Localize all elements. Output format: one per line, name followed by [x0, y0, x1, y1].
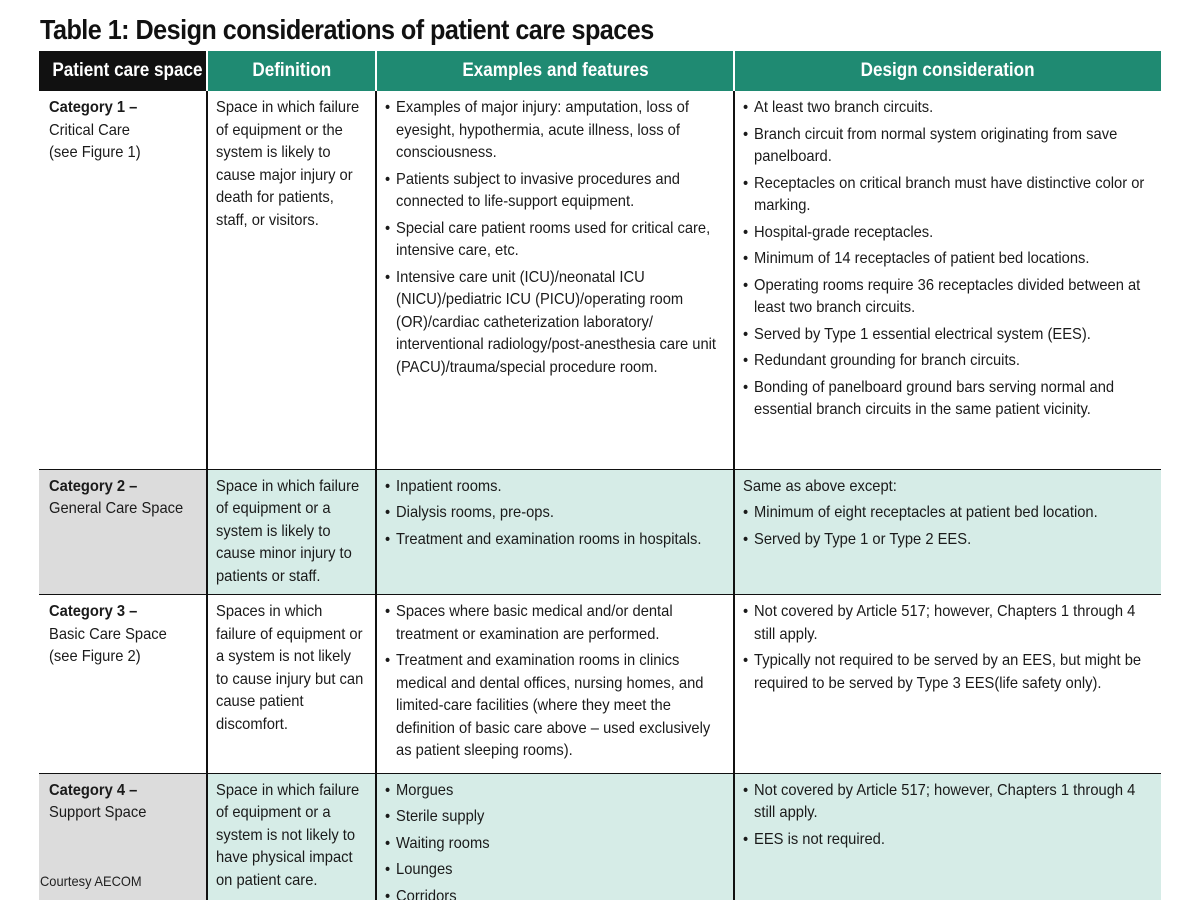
definition-cell: Space in which failure of equipment or a system is likely to cause minor injury to patients or staff. — [207, 469, 376, 595]
list-item: • Not covered by Article 517; however, Chapters 1 through 4 still apply. — [743, 601, 1150, 646]
category-label: Category 2 – — [49, 477, 138, 495]
list-item: • Operating rooms require 36 receptacles divided between at least two branch circuits. — [743, 275, 1150, 320]
list-item: • Examples of major injury: amputation, loss of eyesight, hypothermia, acute illness, loss of consciousness. — [385, 97, 723, 165]
list-item: • EES is not required. — [743, 829, 1150, 852]
table-row — [39, 595, 1161, 774]
patient-care-space-cell — [39, 469, 207, 595]
definition-cell: Space in which failure of equipment or the system is likely to cause major injury or death for patients, staff, or visitors. — [207, 91, 376, 469]
table-header-row — [39, 51, 1161, 91]
list-item: • Minimum of 14 receptacles of patient bed locations. — [743, 248, 1150, 271]
list-item: • Treatment and examination rooms in hospitals. — [385, 529, 723, 552]
design-consideration-cell — [734, 91, 1161, 469]
list-item: • Special care patient rooms used for critical care, intensive care, etc. — [385, 218, 723, 263]
figure-reference: (see Figure 2) — [49, 648, 141, 665]
category-name: General Care Space — [49, 500, 184, 517]
design-consideration-cell — [734, 773, 1161, 900]
category-name: Support Space — [49, 804, 147, 821]
category-label: Category 3 – — [49, 603, 138, 620]
design-considerations-table — [39, 51, 1161, 900]
table-row — [39, 91, 1161, 469]
examples-cell — [376, 773, 734, 900]
category-label: Category 4 – — [49, 781, 138, 799]
header-definition: Definition — [207, 51, 376, 91]
category-name: Critical Care — [49, 121, 130, 139]
list-item: • Lounges — [385, 859, 723, 882]
design-intro: Same as above except: — [743, 477, 897, 495]
list-item: • Inpatient rooms. — [385, 476, 723, 499]
list-item: • Branch circuit from normal system originating from save panelboard. — [743, 124, 1150, 169]
examples-cell — [376, 469, 734, 595]
examples-cell — [376, 595, 734, 774]
list-item: • Receptacles on critical branch must have distinctive color or marking. — [743, 173, 1150, 218]
header-patient-care-space: Patient care space — [39, 51, 207, 91]
list-item: • Morgues — [385, 780, 723, 803]
table-row — [39, 773, 1161, 900]
design-consideration-cell — [734, 595, 1161, 774]
list-item: • Waiting rooms — [385, 833, 723, 856]
list-item: • Not covered by Article 517; however, Chapters 1 through 4 still apply. — [743, 780, 1150, 825]
courtesy-credit: Courtesy AECOM — [40, 873, 142, 889]
category-name: Basic Care Space — [49, 625, 167, 643]
table-row — [39, 469, 1161, 595]
category-label: Category 1 – — [49, 99, 138, 116]
list-item: • Spaces where basic medical and/or dental treatment or examination are performed. — [385, 601, 723, 646]
examples-cell — [376, 91, 734, 469]
patient-care-space-cell — [39, 595, 207, 774]
list-item: • Corridors — [385, 886, 723, 900]
table-title: Table 1: Design considerations of patient care spaces — [40, 14, 654, 45]
definition-cell: Spaces in which failure of equipment or a system is not likely to cause injury but can cause patient discomfort. — [207, 595, 376, 774]
figure-reference: (see Figure 1) — [49, 144, 141, 161]
header-examples-and-features: Examples and features — [376, 51, 734, 91]
list-item: • Dialysis rooms, pre-ops. — [385, 502, 723, 525]
header-design-consideration: Design consideration — [734, 51, 1161, 91]
design-consideration-cell — [734, 469, 1161, 595]
list-item: • Typically not required to be served by an EES, but might be required to be served by Type 3 EES(life safety only). — [743, 650, 1150, 695]
list-item: • Bonding of panelboard ground bars serving normal and essential branch circuits in the same patient vicinity. — [743, 377, 1150, 422]
list-item: • Intensive care unit (ICU)/neonatal ICU (NICU)/pediatric ICU (PICU)/operating room (OR)/cardiac catheterization laboratory/ interventional radiology/post-anesthesia care unit (PACU)/trauma/special procedure room. — [385, 267, 723, 380]
list-item: • Minimum of eight receptacles at patient bed location. — [743, 502, 1150, 525]
list-item: • At least two branch circuits. — [743, 97, 1150, 120]
list-item: • Treatment and examination rooms in clinics medical and dental offices, nursing homes, and limited-care facilities (where they meet the definition of basic care above – used exclusively as patient sleeping rooms). — [385, 650, 723, 763]
patient-care-space-cell — [39, 91, 207, 469]
list-item: • Served by Type 1 or Type 2 EES. — [743, 529, 1150, 552]
list-item: • Sterile supply — [385, 806, 723, 829]
list-item: • Hospital-grade receptacles. — [743, 222, 1150, 245]
definition-cell: Space in which failure of equipment or a system is not likely to have physical impact on patient care. — [207, 773, 376, 900]
list-item: • Redundant grounding for branch circuits. — [743, 350, 1150, 373]
list-item: • Served by Type 1 essential electrical system (EES). — [743, 324, 1150, 347]
list-item: • Patients subject to invasive procedures and connected to life-support equipment. — [385, 169, 723, 214]
